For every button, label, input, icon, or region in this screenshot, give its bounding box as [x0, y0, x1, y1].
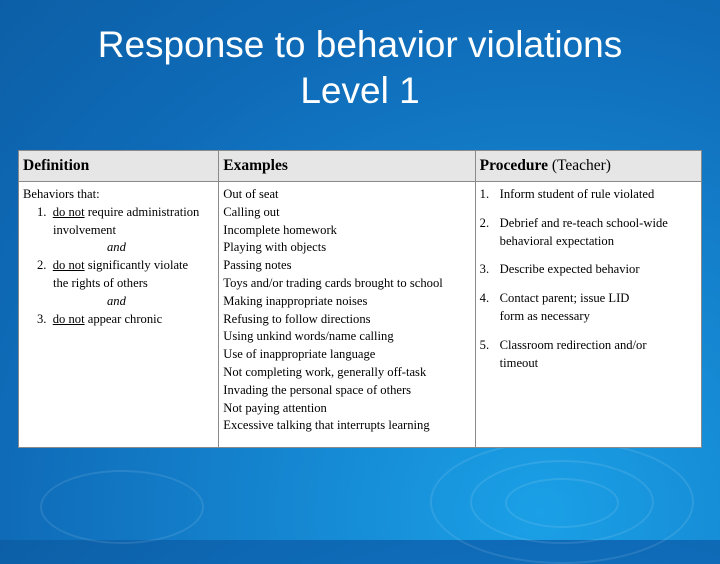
ripple-decoration [40, 470, 204, 544]
procedure-step-5: 5. Classroom redirection and/or timeout [479, 337, 647, 370]
behavior-grid [18, 150, 702, 448]
definition-item-3: 3. do not appear chronic [37, 311, 163, 326]
example-item: Making inappropriate noises [223, 293, 368, 308]
definition-item-2: 2. do not significantly violate [37, 258, 189, 273]
procedure-cell [475, 182, 701, 448]
definition-cell [19, 182, 219, 448]
definition-item-2-cont: the rights of others [53, 275, 148, 290]
procedure-step-3: 3. Describe expected behavior [479, 262, 640, 277]
definition-item-1: 1. do not require administration [37, 204, 200, 219]
ripple-decoration [505, 478, 619, 528]
example-item: Playing with objects [223, 240, 327, 255]
example-item: Using unkind words/name calling [223, 329, 394, 344]
table-header-row [19, 151, 702, 182]
example-item: Out of seat [223, 187, 279, 201]
example-item: Refusing to follow directions [223, 311, 371, 326]
example-item: Incomplete homework [223, 222, 337, 237]
example-item: Not paying attention [223, 400, 327, 415]
definition-connector: and [107, 293, 126, 308]
definition-connector: and [107, 240, 126, 255]
example-item: Calling out [223, 204, 280, 219]
slide-title [0, 22, 720, 114]
header-procedure: Procedure (Teacher) [475, 151, 701, 182]
example-item: Passing notes [223, 258, 292, 273]
example-item: Not completing work, generally off-task [223, 364, 427, 379]
example-item: Toys and/or trading cards brought to school [223, 275, 443, 290]
example-item: Invading the personal space of others [223, 382, 412, 397]
behavior-table [18, 150, 702, 448]
procedure-step-4: 4. Contact parent; issue LID form as necessary [479, 291, 630, 323]
procedure-step-1: 1. Inform student of rule violated [479, 187, 655, 201]
header-definition: Definition [19, 151, 219, 182]
header-examples: Examples [219, 151, 475, 182]
definition-intro: Behaviors that: [23, 187, 100, 201]
examples-cell [219, 182, 475, 448]
procedure-step-2: 2. Debrief and re-teach school-wide behavioral expectation [479, 215, 668, 248]
definition-item-1-cont: involvement [53, 222, 116, 237]
example-item: Excessive talking that interrupts learning [223, 418, 430, 433]
example-item: Use of inappropriate language [223, 347, 376, 362]
table-row [19, 182, 702, 448]
title-line-2: Level 1 [300, 70, 420, 111]
title-line-1: Response to behavior violations [97, 24, 623, 65]
